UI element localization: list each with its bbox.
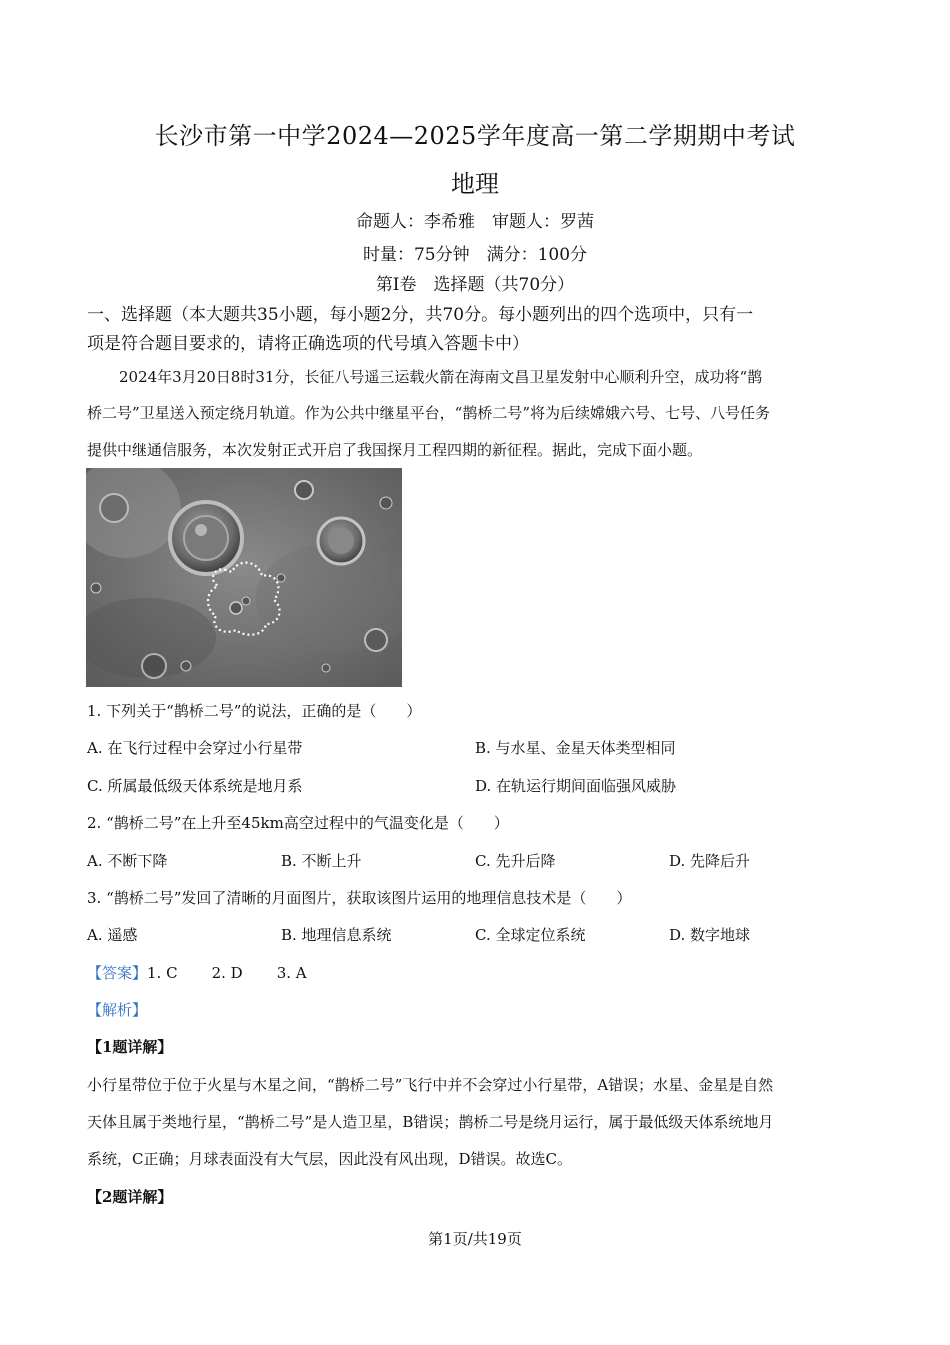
answer-item-2: 2. D [211, 964, 243, 982]
analysis-label: 【解析】 [87, 1001, 148, 1019]
question-3-option-a: A. 遥感 [87, 926, 138, 944]
subject-title: 地理 [451, 170, 499, 198]
question-1-stem: 1. 下列关于“鹊桥二号”的说法，正确的是（ ） [87, 702, 422, 720]
question-3-stem: 3. “鹊桥二号”发回了清晰的月面图片，获取该图片运用的地理信息技术是（ ） [87, 889, 632, 907]
question-1-option-a: A. 在飞行过程中会穿过小行星带 [87, 739, 303, 757]
authors-line: 命题人：李希雅 审题人：罗茜 [356, 212, 594, 232]
question-1-option-d: D. 在轨运行期间面临强风威胁 [475, 777, 677, 795]
answer-item-3: 3. A [276, 964, 307, 982]
question-2-option-b: B. 不断上升 [281, 852, 362, 870]
passage-line-1: 2024年3月20日8时31分，长征八号遥三运载火箭在海南文昌卫星发射中心顺利升空，成功将“鹊 [119, 368, 763, 386]
answer-label: 【答案】 [87, 964, 148, 982]
question-3-option-c: C. 全球定位系统 [475, 926, 586, 944]
q1-detail-line-1: 小行星带位于位于火星与木星之间，“鹊桥二号”飞行中并不会穿过小行星带，A错误；水星、金星是自然 [87, 1076, 774, 1094]
question-2-option-d: D. 先降后升 [669, 852, 751, 870]
passage-line-2: 桥二号”卫星送入预定绕月轨道。作为公共中继星平台，“鹊桥二号”将为后续嫦娥六号、七号、八号任务 [87, 404, 771, 422]
question-3-option-b: B. 地理信息系统 [281, 926, 392, 944]
question-2-stem: 2. “鹊桥二号”在上升至45km高空过程中的气温变化是（ ） [87, 814, 509, 832]
question-2-option-a: A. 不断下降 [87, 852, 168, 870]
page-footer: 第1页/共19页 [428, 1230, 522, 1248]
time-score-line: 时量：75分钟 满分：100分 [362, 245, 588, 265]
question-1-option-b: B. 与水星、金星天体类型相同 [475, 739, 676, 757]
answer-item-1: 1. C [147, 964, 178, 982]
q1-detail-heading: 【1题详解】 [87, 1038, 173, 1056]
volume-heading: 第Ⅰ卷 选择题（共70分） [375, 275, 575, 295]
q2-detail-heading: 【2题详解】 [87, 1188, 173, 1206]
q1-detail-line-2: 天体且属于类地行星，“鹊桥二号”是人造卫星，B错误；鹊桥二号是绕月运行，属于最低级天体系统地月 [87, 1113, 774, 1131]
section-heading-line-1: 一、选择题（本大题共35小题，每小题2分，共70分。每小题列出的四个选项中，只有一 [87, 305, 754, 325]
moon-surface-image [86, 468, 402, 687]
q1-detail-line-3: 系统，C正确；月球表面没有大气层，因此没有风出现，D错误。故选C。 [87, 1150, 572, 1168]
section-heading-line-2: 项是符合题目要求的，请将正确选项的代号填入答题卡中） [87, 334, 529, 354]
exam-title: 长沙市第一中学2024—2025学年度高一第二学期期中考试 [154, 122, 796, 150]
question-1-option-c: C. 所属最低级天体系统是地月系 [87, 777, 303, 795]
answer-row [87, 962, 307, 983]
question-3-option-d: D. 数字地球 [669, 926, 751, 944]
question-2-option-c: C. 先升后降 [475, 852, 556, 870]
passage-line-3: 提供中继通信服务，本次发射正式开启了我国探月工程四期的新征程。据此，完成下面小题。 [87, 441, 703, 459]
